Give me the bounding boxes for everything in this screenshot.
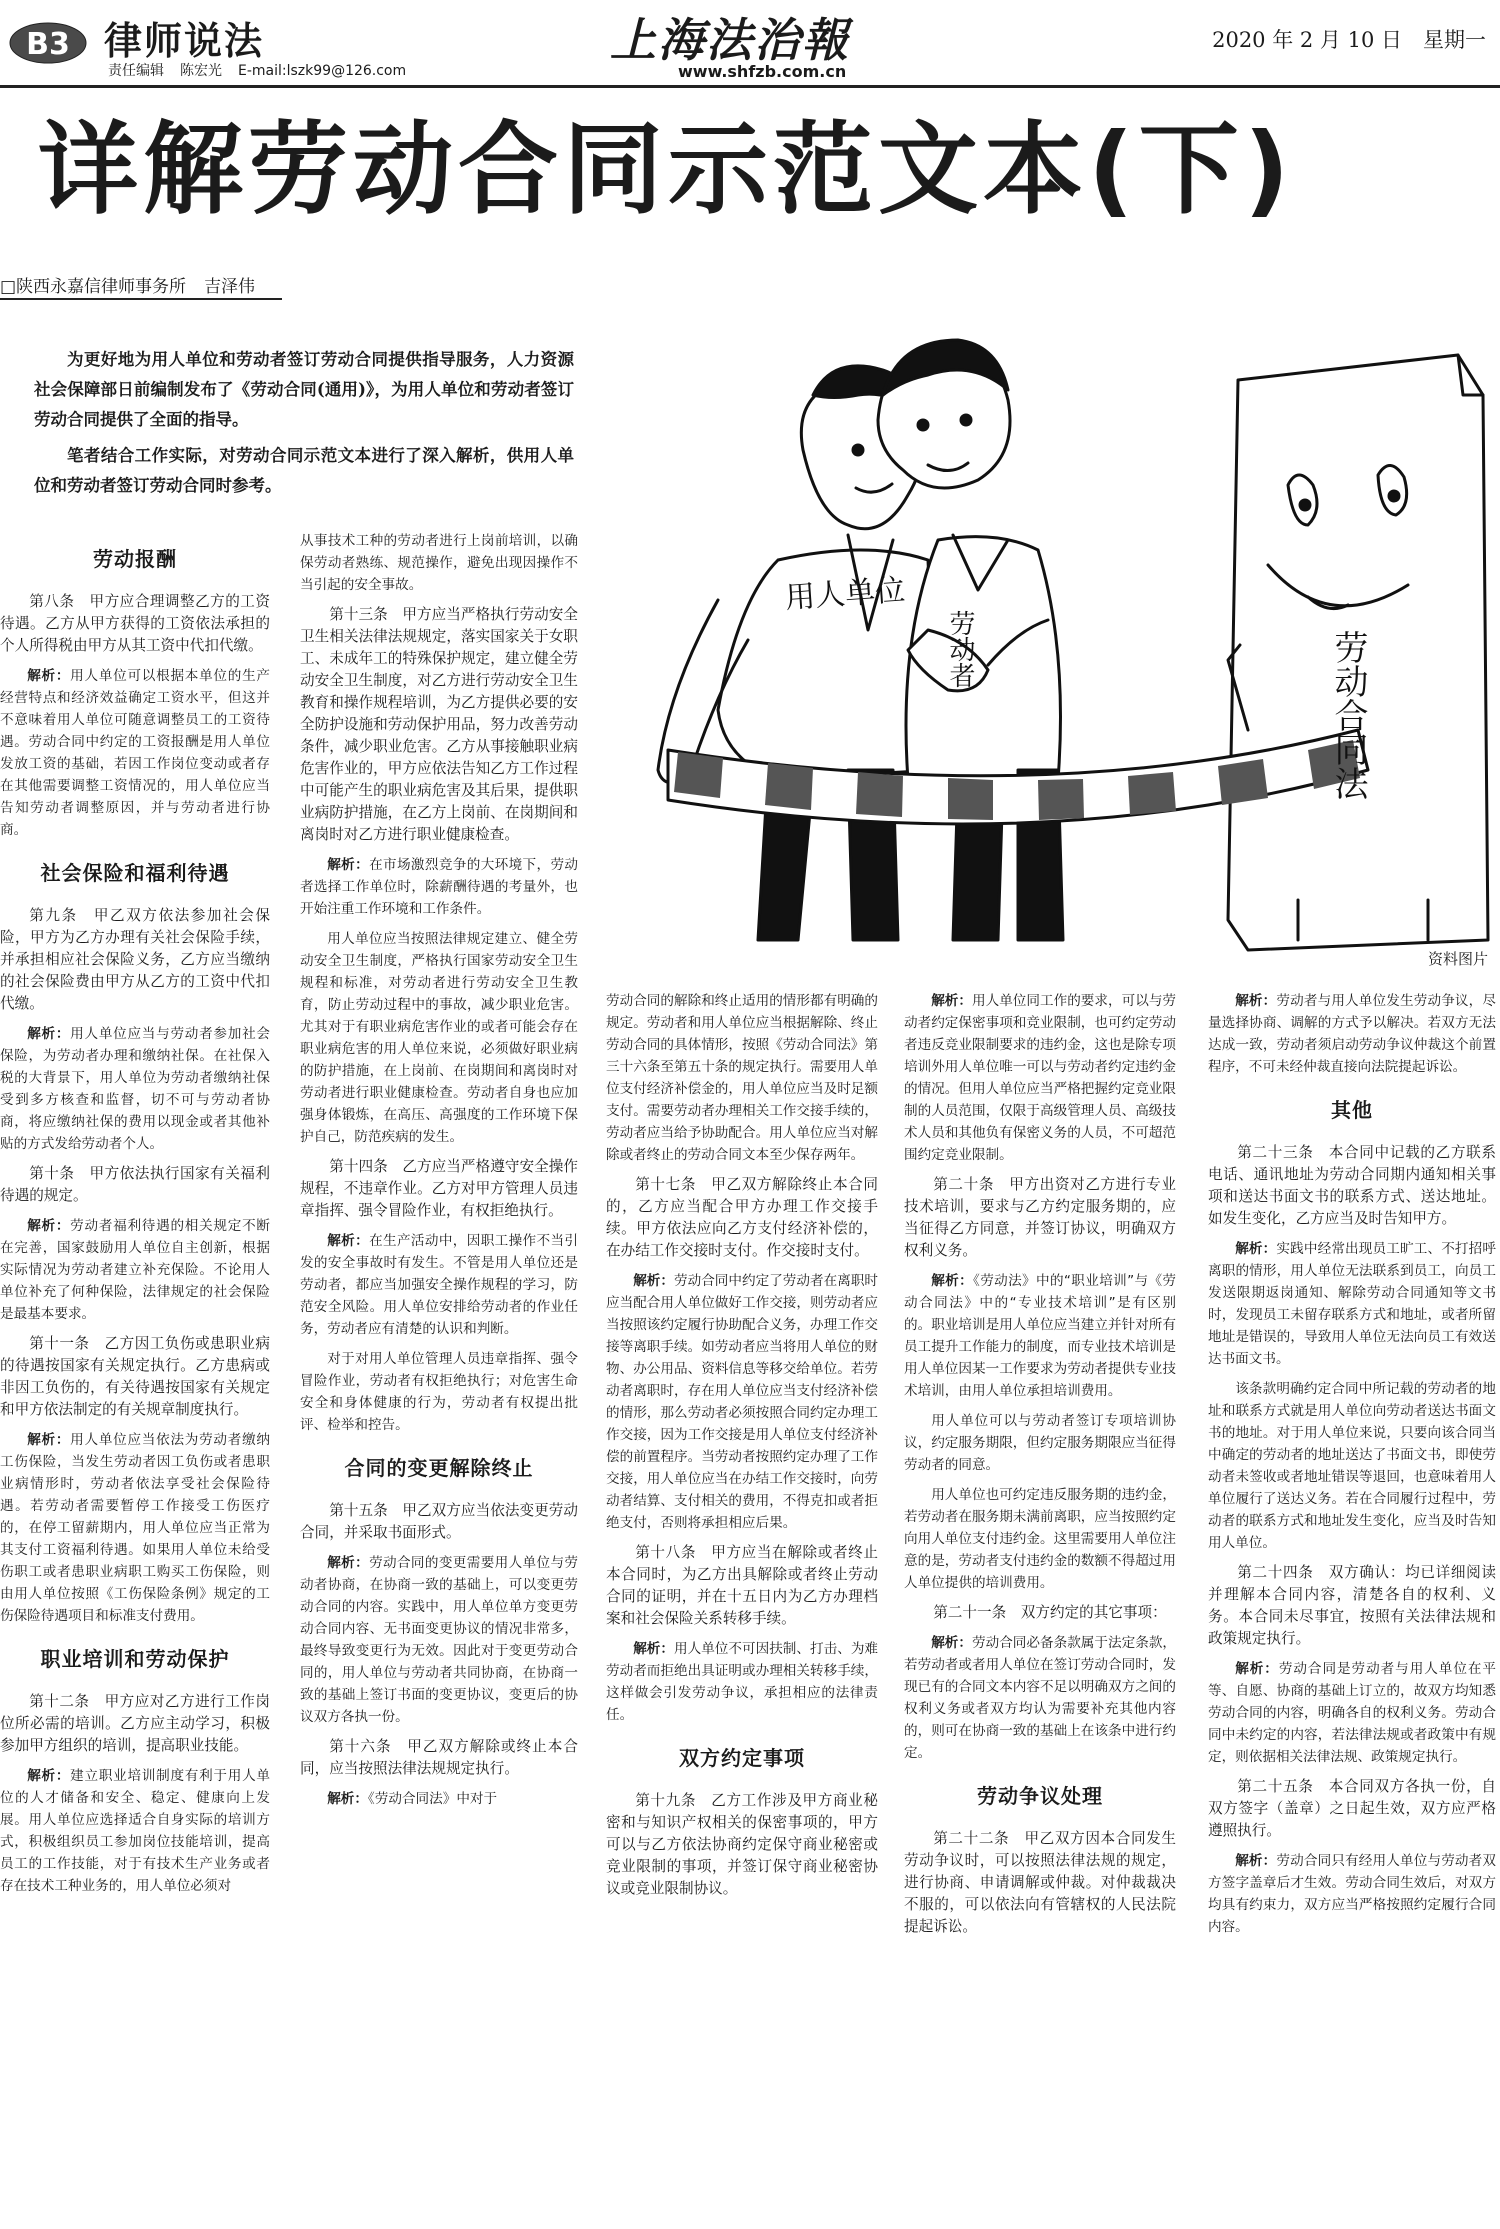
byline-rule — [0, 298, 282, 300]
analysis-label: 解析： — [931, 993, 972, 1009]
analysis-label: 解析： — [327, 1791, 368, 1807]
analysis-label: 解析： — [27, 1026, 71, 1042]
article-clause: 第二十三条 本合同中记载的乙方联系电话、通讯地址为劳动合同期内通知相关事项和送达书面文书的联系方式、送达地址。如发生变化，乙方应当及时告知甲方。 — [1208, 1144, 1496, 1227]
analysis-paragraph — [606, 1270, 878, 1534]
analysis-paragraph: 用人单位可以与劳动者签订专项培训协议，约定服务期限，但约定服务期限应当征得劳动者的同意。 — [904, 1413, 1176, 1473]
text-column-3 — [606, 990, 878, 2229]
article-clause: 第十四条 乙方应当严格遵守安全操作规程，不违章作业。乙方对甲方管理人员违章指挥、强令冒险作业，有权拒绝执行。 — [300, 1158, 578, 1219]
analysis-text: 在生产活动中，因职工操作不当引发的安全事故时有发生。不管是用人单位还是劳动者，都应当加强安全操作规程的学习，防范安全风险。用人单位安排给劳动者的作业任务，劳动者应有清楚的认识和判断。 — [300, 1233, 578, 1337]
editor-email[interactable]: E-mail:lszk99@126.com — [238, 63, 407, 79]
analysis-text: 劳动合同只有经用人单位与劳动者双方签字盖章后才生效。劳动合同生效后，对双方均具有约束力，双方应当严格按照约定履行合同内容。 — [1208, 1853, 1496, 1935]
analysis-label: 解析： — [327, 1233, 370, 1249]
article-clause: 第十八条 甲方应当在解除或者终止本合同时，为乙方出具解除或者终止劳动合同的证明，并在十五日内为乙方办理档案和社会保险关系转移手续。 — [606, 1544, 878, 1627]
analysis-paragraph: 用人单位应当按照法律规定建立、健全劳动安全卫生制度，严格执行国家劳动安全卫生规程和标准，对劳动者进行劳动安全卫生教育，防止劳动过程中的事故，减少职业危害。尤其对于有职业病危害作业的或者可能会存在职业病危害的用人单位来说，必须做好职业病的防护措施，在上岗前、在岗期间和离岗时对劳动者进行职业健康检查。劳动者自身也应加强身体锻炼，在高压、高强度的工作环境下保护自己，防范疾病的发生。 — [300, 931, 578, 1145]
article-clause: 第十六条 甲乙双方解除或终止本合同，应当按照法律法规规定执行。 — [300, 1738, 578, 1777]
analysis-label: 解析： — [931, 1273, 974, 1289]
section-heading-dispute: 劳动争议处理 — [977, 1784, 1103, 1808]
analysis-text: 劳动者与用人单位发生劳动争议，尽量选择协商、调解的方式予以解决。若双方无法达成一致，劳动者须启动劳动争议仲裁这个前置程序，不可未经仲裁直接向法院提起诉讼。 — [1208, 993, 1496, 1075]
analysis-text: 实践中经常出现员工旷工、不打招呼离职的情形，用人单位无法联系到员工，向员工发送限期返岗通知、解除劳动合同通知等文书时，发现员工未留存联系方式和地址，或者所留地址是错误的，导致用人单位无法向员工有效送达书面文书。 — [1208, 1241, 1496, 1367]
article-clause: 第二十五条 本合同双方各执一份，自双方签字（盖章）之日起生效，双方应严格遵照执行。 — [1208, 1778, 1496, 1839]
label-employer: 用人单位 — [784, 572, 907, 616]
analysis-text: 用人单位应当与劳动者参加社会保险，为劳动者办理和缴纳社保。在社保入税的大背景下，用人单位为劳动者缴纳社保受到多方核查和监督，切不可与劳动者协商，将应缴纳社保的费用以现金或者其他补贴的方式发给劳动者个人。 — [0, 1026, 270, 1152]
analysis-text: 用人单位应当依法为劳动者缴纳工伤保险，当发生劳动者因工负伤或者患职业病情形时，劳动者依法享受社会保险待遇。若劳动者需要暂停工作接受工伤医疗的，在停工留薪期内，用人单位应当正常为其支付工资福利待遇。如果用人单位未给受伤职工或者患职业病职工购买工伤保险，则由用人单位按照《工伤保险条例》规定的工伤保险待遇项目和标准支付费用。 — [0, 1432, 270, 1624]
article-clause: 第十条 甲方依法执行国家有关福利待遇的规定。 — [0, 1165, 270, 1204]
analysis-paragraph — [904, 1270, 1176, 1402]
analysis-text: 建立职业培训制度有利于用人单位的人才储备和安全、稳定、健康向上发展。用人单位应选择适合自身实际的培训方式，积极组织员工参加岗位技能培训，提高员工的工作技能，对于有技术生产业务或者存在技术工种业务的，用人单位必须对 — [0, 1768, 270, 1894]
text-column-1 — [0, 545, 270, 2229]
analysis-text: 用人单位同工作的要求，可以与劳动者约定保密事项和竞业限制，也可约定劳动者违反竞业限制要求的违约金，这也是除专项培训外用人单位唯一可以与劳动者约定违约金的情况。但用人单位应当严格把握约定竞业限制的人员范围，仅限于高级管理人员、高级技术人员和其他负有保密义务的人员，不可超范围约定竞业限制。 — [904, 993, 1176, 1163]
analysis-text: 《劳动合同法》中对于 — [367, 1791, 498, 1807]
article-clause: 第十七条 甲乙双方解除终止本合同的，乙方应当配合甲方办理工作交接手续。甲方依法应向乙方支付经济补偿的，在办结工作交接时支付。作交接时支付。 — [606, 1176, 878, 1259]
analysis-paragraph — [1208, 1850, 1496, 1938]
analysis-label: 解析： — [1235, 1661, 1279, 1677]
analysis-text: 劳动合同的变更需要用人单位与劳动者协商，在协商一致的基础上，可以变更劳动合同的内容。实践中，用人单位单方变更劳动合同内容、无书面变更协议的情况非常多，最终导致变更行为无效。因此对于变更劳动合同的，用人单位与劳动者共同协商，在协商一致的基础上签订书面的变更协议，变更后的协议双方各执一份。 — [300, 1555, 578, 1725]
analysis-text: 劳动合同必备条款属于法定条款，若劳动者或者用人单位在签订劳动合同时，发现已有的合同文本内容不足以明确双方之间的权利义务或者双方均认为需要补充其他内容的，则可在协商一致的基础上在该条中进行约定。 — [904, 1635, 1176, 1761]
cartoon-illustration — [608, 300, 1500, 960]
analysis-text: 劳动合同是劳动者与用人单位在平等、自愿、协商的基础上订立的，故双方均知悉劳动合同的内容，明确各自的权利义务。劳动合同中未约定的内容，若法律法规或者政策中有规定，则依据相关法律法规、政策规定执行。 — [1208, 1661, 1496, 1765]
label-labor-contract-law: 劳动合同法 — [1328, 630, 1368, 800]
section-heading-agreed-matters: 双方约定事项 — [679, 1746, 805, 1770]
analysis-paragraph — [904, 1632, 1176, 1764]
analysis-label: 解析： — [27, 668, 71, 684]
analysis-label: 解析： — [633, 1273, 674, 1289]
section-heading-other: 其他 — [1331, 1098, 1373, 1122]
newspaper-masthead: 上海法治報 — [610, 13, 850, 67]
analysis-paragraph — [300, 1230, 578, 1340]
analysis-paragraph — [606, 1638, 878, 1726]
article-clause: 第十九条 乙方工作涉及甲方商业秘密和与知识产权相关的保密事项的，甲方可以与乙方依法协商约定保守商业秘密或竞业限制的事项，并签订保守商业秘密协议或竞业限制协议。 — [606, 1792, 878, 1897]
analysis-label: 解析： — [633, 1641, 674, 1657]
editor-name: 陈宏光 — [180, 63, 222, 79]
article-clause: 第十二条 甲方应对乙方进行工作岗位所必需的培训。乙方应主动学习，积极参加甲方组织的培训，提高职业技能。 — [0, 1693, 270, 1754]
analysis-text: 用人单位不可因扶制、打击、为难劳动者而拒绝出具证明或办理相关转移手续，这样做会引发劳动争议，承担相应的法律责任。 — [606, 1641, 878, 1723]
analysis-paragraph — [0, 1765, 270, 1897]
analysis-label: 解析： — [1235, 1241, 1277, 1257]
analysis-label: 解析： — [1235, 1853, 1277, 1869]
newspaper-url[interactable]: www.shfzb.com.cn — [678, 62, 847, 81]
text-column-4 — [904, 990, 1176, 2229]
analysis-text: 劳动合同中约定了劳动者在离职时应当配合用人单位做好工作交接，则劳动者应当按照该约定履行协助配合义务，办理工作交接等离职手续。如劳动者应当将用人单位的财物、办公用品、资料信息等移交给单位。若劳动者离职时，存在用人单位应当支付经济补偿的情形，那么劳动者必须按照合同约定办理工作交接，因为工作交接是用人单位支付经济补偿的前置程序。当劳动者按照约定办理了工作交接，用人单位应当在办结工作交接时，向劳动者结算、支付相关的费用，不得克扣或者拒绝支付，否则将承担相应后果。 — [606, 1273, 878, 1531]
intro-paragraph: 笔者结合工作实际，对劳动合同示范文本进行了深入解析，供用人单位和劳动者签订劳动合同时参考。 — [34, 446, 574, 495]
analysis-paragraph — [300, 854, 578, 920]
article-clause: 第二十二条 甲乙双方因本合同发生劳动争议时，可以按照法律法规的规定，进行协商、申请调解或仲裁。对仲裁裁决不服的，可以依法向有管辖权的人民法院提起诉讼。 — [904, 1830, 1176, 1935]
analysis-paragraph — [0, 1429, 270, 1627]
text-column-5 — [1208, 990, 1496, 2229]
article-intro — [34, 345, 574, 507]
analysis-label: 解析： — [27, 1432, 71, 1448]
analysis-paragraph — [300, 1788, 578, 1810]
page-header — [0, 0, 1500, 88]
byline-org: □陕西永嘉信律师事务所 — [0, 277, 187, 297]
section-heading-change-termination: 合同的变更解除终止 — [344, 1456, 534, 1480]
analysis-paragraph — [1208, 1658, 1496, 1768]
analysis-text: 劳动者福利待遇的相关规定不断在完善，国家鼓励用人单位自主创新，根据实际情况为劳动者建立补充保险。不论用人单位补充了何种保险，法律规定的社会保险是最基本要求。 — [0, 1218, 270, 1322]
page-number-badge — [8, 16, 88, 66]
label-worker: 劳动者 — [945, 610, 975, 688]
article-title: 详解劳动合同示范文本(下) — [38, 111, 1295, 228]
article-clause: 第十一条 乙方因工负伤或患职业病的待遇按国家有关规定执行。乙方患病或非因工负伤的，有关待遇按国家有关规定和甲方依法制定的有关规章制度执行。 — [0, 1335, 270, 1418]
analysis-text: 在市场激烈竞争的大环境下，劳动者选择工作单位时，除薪酬待遇的考量外，也开始注重工作环境和工作条件。 — [300, 857, 578, 917]
article-clause: 第八条 甲方应合理调整乙方的工资待遇。乙方从甲方获得的工资依法承担的个人所得税由甲方从其工资中代扣代缴。 — [0, 593, 270, 654]
analysis-text: 《劳动法》中的“职业培训”与《劳动合同法》中的“专业技术培训”是有区别的。职业培训是用人单位应当建立并针对所有员工提升工作能力的制度，而专业技术培训是用人单位因某一工作要求为劳动者提供专业技术培训，由用人单位承担培训费用。 — [904, 1273, 1176, 1399]
analysis-label: 解析： — [327, 857, 370, 873]
analysis-paragraph — [904, 990, 1176, 1166]
analysis-label: 解析： — [1235, 993, 1277, 1009]
analysis-label: 解析： — [327, 1555, 370, 1571]
analysis-paragraph — [0, 1023, 270, 1155]
analysis-paragraph: 用人单位也可约定违反服务期的违约金，若劳动者在服务期未满前离职，应当按照约定向用人单位支付违约金。这里需要用人单位注意的是，劳动者支付违约金的数额不得超过用人单位提供的培训费用。 — [904, 1487, 1176, 1591]
page-number: B3 — [26, 27, 70, 62]
editor-role: 责任编辑 — [108, 63, 164, 79]
analysis-continuation: 从事技术工种的劳动者进行上岗前培训，以确保劳动者熟练、规范操作，避免出现因操作不当引起的安全事故。 — [300, 533, 578, 593]
article-clause: 第十五条 甲乙双方应当依法变更劳动合同，并采取书面形式。 — [300, 1502, 578, 1541]
analysis-continuation: 劳动合同的解除和终止适用的情形都有明确的规定。劳动者和用人单位应当根据解除、终止劳动合同的具体情形，按照《劳动合同法》第三十六条至第五十条的规定执行。需要用人单位支付经济补偿金的，用人单位应当及时足额支付。需要劳动者办理相关工作交接手续的，劳动者应当给予协助配合。用人单位应当对解除或者终止的劳动合同文本至少保存两年。 — [606, 993, 878, 1163]
article-clause: 第九条 甲乙双方依法参加社会保险，甲方为乙方办理有关社会保险手续，并承担相应社会保险义务，乙方应当缴纳的社会保险费由甲方从乙方的工资中代扣代缴。 — [0, 907, 270, 1012]
image-credit: 资料图片 — [1427, 950, 1488, 968]
analysis-paragraph: 该条款明确约定合同中所记载的劳动者的地址和联系方式就是用人单位向劳动者送达书面文书的地址。对于用人单位来说，只要向该合同当中确定的劳动者的地址送达了书面文书，即使劳动者未签收或者地址错误等退回，也意味着用人单位履行了送达义务。若在合同履行过程中，劳动者的联系方式和地址发生变化，应当及时告知用人单位。 — [1208, 1381, 1496, 1551]
analysis-label: 解析： — [27, 1218, 71, 1234]
analysis-label: 解析： — [931, 1635, 972, 1651]
article-clause: 第二十条 甲方出资对乙方进行专业技术培训，要求与乙方约定服务期的，应当征得乙方同意，并签订协议，明确双方权利义务。 — [904, 1176, 1176, 1259]
article-clause: 第二十一条 双方约定的其它事项： — [933, 1604, 1167, 1621]
editor-line — [108, 60, 422, 80]
section-heading-training: 职业培训和劳动保护 — [40, 1647, 230, 1671]
section-heading-social-insurance: 社会保险和福利待遇 — [40, 861, 230, 885]
analysis-text: 用人单位可以根据本单位的生产经营特点和经济效益确定工资水平，但这并不意味着用人单位可随意调整员工的工资待遇。劳动合同中约定的工资报酬是用人单位发放工资的基础，若因工作岗位变动或者存在其他需要调整工资情况的，用人单位应当告知劳动者调整原因，并与劳动者进行协商。 — [0, 668, 270, 838]
text-column-2 — [300, 530, 578, 2229]
intro-paragraph: 为更好地为用人单位和劳动者签订劳动合同提供指导服务，人力资源社会保障部日前编制发布了《劳动合同(通用)》，为用人单位和劳动者签订劳动合同提供了全面的指导。 — [34, 350, 574, 429]
analysis-paragraph — [0, 1215, 270, 1325]
analysis-paragraph — [1208, 1238, 1496, 1370]
analysis-label: 解析： — [27, 1768, 71, 1784]
section-name: 律师说法 — [104, 19, 265, 63]
cartoon-svg — [608, 300, 1500, 960]
section-heading-pay: 劳动报酬 — [93, 547, 177, 571]
byline-author: 吉泽伟 — [204, 277, 256, 297]
article-clause: 第二十四条 双方确认：均已详细阅读并理解本合同内容，清楚各自的权利、义务。本合同未尽事宜，按照有关法律法规和政策规定执行。 — [1208, 1564, 1496, 1647]
issue-date-text: 2020 年 2 月 10 日 — [1212, 28, 1402, 52]
article-clause: 第十三条 甲方应当严格执行劳动安全卫生相关法律法规规定，落实国家关于女职工、未成年工的特殊保护规定，建立健全劳动安全卫生制度，对乙方进行劳动安全卫生教育和操作规程培训，为乙方提供必要的安全防护设施和劳动保护用品，努力改善劳动条件，减少职业危害。乙方从事接触职业病危害作业的，甲方应依法告知乙方工作过程中可能产生的职业病危害及其后果，提供职业病防护措施，在乙方上岗前、在岗期间和离岗时对乙方进行职业健康检查。 — [300, 606, 578, 843]
issue-weekday: 星期一 — [1423, 28, 1486, 52]
byline — [0, 272, 255, 297]
analysis-paragraph — [300, 1552, 578, 1728]
analysis-paragraph — [1208, 990, 1496, 1078]
issue-date — [1212, 24, 1486, 54]
analysis-paragraph: 对于对用人单位管理人员违章指挥、强令冒险作业，劳动者有权拒绝执行；对危害生命安全和身体健康的行为，劳动者有权提出批评、检举和控告。 — [300, 1351, 578, 1433]
analysis-paragraph — [0, 665, 270, 841]
